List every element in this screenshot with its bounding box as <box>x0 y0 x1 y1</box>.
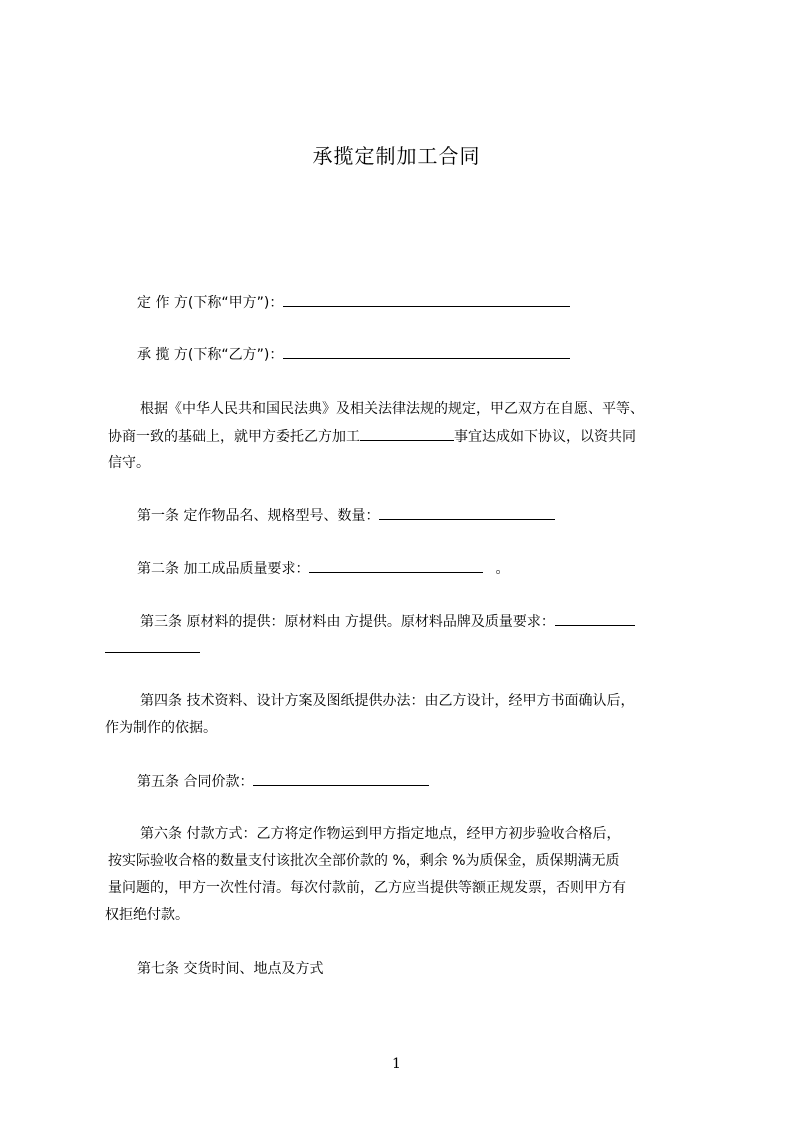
party-b-blank[interactable] <box>283 344 570 359</box>
clause-4-line-2: 作为制作的依据。 <box>105 720 217 736</box>
party-a-line <box>137 292 570 313</box>
party-b-line <box>137 344 570 365</box>
party-b-label: 承 揽 方(下称“乙方”)： <box>137 347 284 363</box>
clause-6-line-2: 按实际验收合格的数量支付该批次全部价款的 %，剩余 %为质保金，质保期满无质 <box>108 853 620 869</box>
clause-3-blank-2[interactable] <box>105 638 200 653</box>
preamble-line-2 <box>108 426 636 447</box>
clause-3-continuation <box>105 638 200 659</box>
clause-3-text: 第三条 原材料的提供：原材料由 方提供。原材料品牌及质量要求： <box>140 614 555 630</box>
clause-5-text: 第五条 合同价款： <box>137 774 254 790</box>
clause-3-blank-1[interactable] <box>555 611 635 626</box>
party-a-blank[interactable] <box>283 292 570 307</box>
clause-7: 第七条 交货时间、地点及方式 <box>137 961 324 977</box>
party-a-label: 定 作 方(下称“甲方”)： <box>137 295 284 311</box>
clause-2-blank[interactable] <box>309 558 483 573</box>
contract-title: 承揽定制加工合同 <box>312 144 481 168</box>
page-number: 1 <box>392 1056 401 1072</box>
clause-6-line-4: 权拒绝付款。 <box>105 907 189 923</box>
clause-6-line-3: 量问题的，甲方一次性付清。每次付款前，乙方应当提供等额正规发票，否则甲方有 <box>108 880 626 896</box>
clause-1-blank[interactable] <box>379 505 555 520</box>
preamble-line-1: 根据《中华人民共和国民法典》及相关法律法规的规定，甲乙双方在自愿、平等、 <box>140 401 644 417</box>
clause-5 <box>137 771 429 792</box>
clause-3 <box>140 611 635 632</box>
clause-1 <box>137 505 555 526</box>
preamble-line-3: 信守。 <box>108 455 150 471</box>
preamble-line-2a: 协商一致的基础上，就甲方委托乙方加工 <box>108 429 360 445</box>
clause-5-blank[interactable] <box>253 771 429 786</box>
clause-2-end: 。 <box>495 561 510 577</box>
clause-2 <box>137 558 509 579</box>
clause-4-line-1: 第四条 技术资料、设计方案及图纸提供办法：由乙方设计，经甲方书面确认后， <box>140 693 635 709</box>
processing-item-blank[interactable] <box>360 426 454 441</box>
clause-1-text: 第一条 定作物品名、规格型号、数量： <box>137 508 380 524</box>
preamble-line-2b: 事宜达成如下协议，以资共同 <box>454 429 636 445</box>
clause-2-text: 第二条 加工成品质量要求： <box>137 561 310 577</box>
clause-6-line-1: 第六条 付款方式：乙方将定作物运到甲方指定地点，经甲方初步验收合格后， <box>140 826 621 842</box>
